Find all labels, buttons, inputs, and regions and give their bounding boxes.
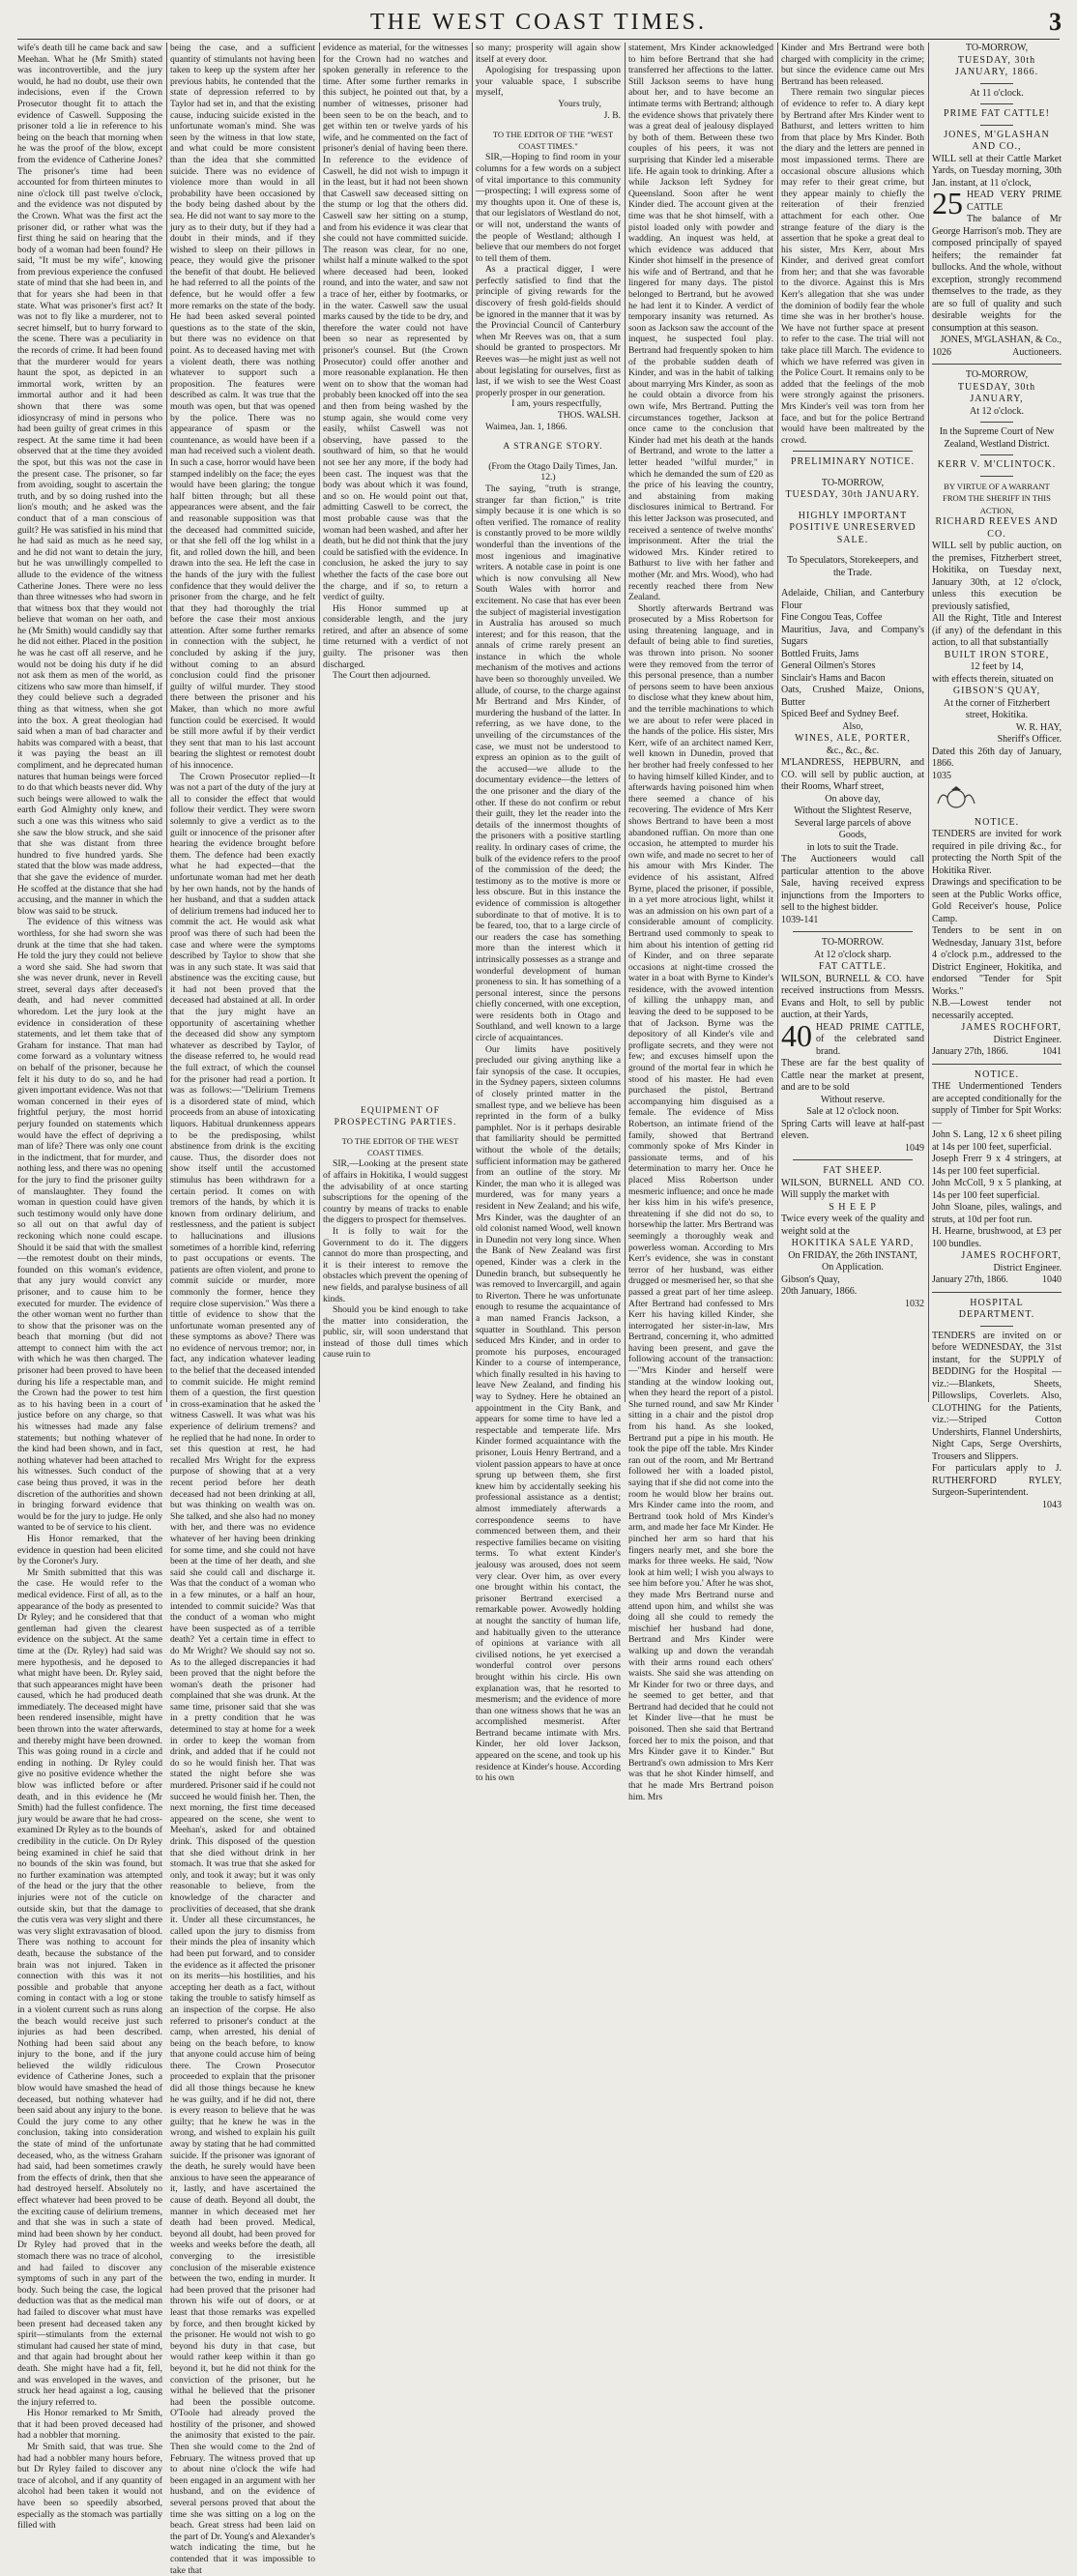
ad-ref: 1043 xyxy=(1042,1499,1062,1510)
divider xyxy=(932,364,1062,365)
ad-signature: W. R. HAY, xyxy=(1015,721,1062,733)
divider xyxy=(932,1064,1062,1065)
ad-body: WILSON, BURNELL & CO. have received instructions from Messrs. Evans and Holt, to sell by public auction, at their Yards, xyxy=(781,973,924,1021)
ad-body: Tenders to be sent in on Wednesday, January 31st, before 4 o'clock p.m., addressed to the District Engineer, Hokitika, and endorsed "Tender for Spit Works." xyxy=(932,925,1062,997)
column-7 xyxy=(932,43,1062,1510)
article-paragraph: His Honor remarked to Mr Smith, that it had been proved deceased had had a nobbler that morning. xyxy=(17,2408,162,2442)
ad-ref: 1039-141 xyxy=(781,914,819,925)
newspaper-title: THE WEST COAST TIMES. xyxy=(370,10,707,35)
ad-line: POSITIVE UNRESERVED SALE. xyxy=(789,522,917,545)
ad-heading: NOTICE. xyxy=(974,1068,1020,1080)
ad-line: At 11 o'clock. xyxy=(970,87,1024,99)
ad-line: January 27th, 1866. xyxy=(932,1046,1008,1058)
column-rule xyxy=(166,43,167,1402)
divider xyxy=(980,422,1013,423)
letter-signature: J. B. xyxy=(603,109,621,121)
ad-goods-item: Bottled Fruits, Jams xyxy=(781,648,859,659)
article-paragraph: The saying, "truth is strange, stranger far than fiction," is trite simply because it is one which is so often verified. The romance of reality is constantly proved to be more wildly wonderful than the inventions of the most ingenious and imaginative writers. A notable case in point is one which is now convulsing all New South Wales with horror and excitement. No case that has ever been the subject of magisterial investigation in Australia has aroused so much interest; and for this reason, that the annals of crime rarely present an instance in which the whole mechanism of the motives and actions have been so thoroughly unveiled. We allude, of course, to the charge against Mr Bertrand and Mrs Kinder, of murdering the husband of the latter. In referring, as we have done, to the unveiling of the circumstances of the case, we must not be understood to express an opinion as to the guilt of the accused—we allude to the documentary evidence—the letters of the one prisoner and the diary of the other. If these do not confirm or rebut their guilt, they let the reader into the details of the innermost thoughts of the prisoners with a positive startling reality. In ordinary cases of crime, the bulk of the evidence refers to the proof of the commission of the deed; the testimony as to the motive is more or less obscure. But in this instance the evidence of commission is altogether subordinate to that of motive. It is to be feared, too, that to a large circle of our readers the case has something more than the interest which it intrinsically possesses as a strange and wonderful development of human proneness to sin. It has something of a personal interest, since the persons chiefly concerned, with one exception, were residents both in Otago and Southland, and well known to a large circle of acquaintances. xyxy=(476,483,621,1044)
advertisement-fat-cattle xyxy=(781,937,924,1155)
ad-line: WINES, ALE, PORTER, xyxy=(795,733,911,745)
ad-heading: KERR V. M'CLINTOCK. xyxy=(937,459,1057,470)
royal-arms-icon xyxy=(932,786,980,809)
column-rule xyxy=(777,43,778,1402)
divider xyxy=(980,83,1013,84)
column-2 xyxy=(170,43,316,2576)
ad-body: WILSON, BURNELL AND CO. Will supply the market with xyxy=(781,1177,924,1201)
ad-heading: PRELIMINARY NOTICE. xyxy=(790,456,916,468)
ad-line: &c., &c., &c. xyxy=(826,745,880,756)
letter-place-date: Waimea, Jan. 1, 1866. xyxy=(485,421,568,432)
ad-body: WILL sell by public auction, on the premises, Fitzherbert street, Hokitika, on Tuesday next, January 30th, at 12 o'clock, unless this execution be previously satisfied, xyxy=(932,541,1062,612)
ad-line: At 12 o'clock sharp. xyxy=(813,949,892,960)
article-continuation xyxy=(323,43,468,1097)
page-number: 3 xyxy=(1049,8,1062,36)
ad-date: TUESDAY, 30th JANUARY, 1866. xyxy=(954,54,1039,77)
ad-line: S H E E P xyxy=(829,1201,877,1213)
advertisement-hospital xyxy=(932,1298,1062,1512)
ad-line: Gibson's Quay, xyxy=(781,1273,840,1285)
article-source: (From the Otago Daily Times, Jan. 12.) xyxy=(488,460,618,483)
divider xyxy=(980,103,1013,104)
ad-tender-item: Joseph Frerr 9 x 4 stringers, at 14s per 100 feet superficial. xyxy=(932,1154,1062,1177)
ad-date: TUESDAY, 30th JANUARY. xyxy=(785,489,920,501)
letter-paragraph: It is folly to wait for the Government to do it. The diggers cannot do more than prospecting, and it is their interest to remove the obstacles which prevent the opening of new fields, and paralyse business of all kinds. xyxy=(323,1225,468,1304)
ad-signature: JAMES ROCHFORT, xyxy=(961,1250,1062,1262)
advertisement-timber-tenders xyxy=(932,1069,1062,1287)
ad-line: To Speculators, Storekeepers, and the Trade. xyxy=(787,555,918,578)
divider xyxy=(793,1159,913,1160)
advertisement-spit-works-tender xyxy=(932,817,1062,1059)
ad-goods-item: General Oilmen's Stores xyxy=(781,660,876,672)
divider xyxy=(980,476,1013,477)
ad-line: On Application. xyxy=(822,1262,884,1273)
ad-body: These are far the best quality of Cattle near the market at present, and are to be sold xyxy=(781,1058,924,1094)
article-paragraph: Our limits have positively precluded our giving anything like a fair synopsis of the case. It occupies, in the Sydney papers, sixteen columns of closely printed matter in the smallest type, and we believe has been reprinted in the form of a bulky pamphlet. Nor is it perhaps desirable that familiarity should be permitted without the whole of the details; sufficient information may be gathered from an outline of the story. Mr Kinder, the man who it is alleged was murdered, was for many years a resident in New Zealand; and his wife, Mrs Kinder, was the daughter of an old colonist named Wood, well known in Dunedin not very long since. When the Bank of New Zealand was first opened, Kinder was a clerk in the Dunedin branch, but subsequently he was removed to Invercargill, and again to Riverton. There he was unfortunate enough to resume the acquaintance of a man named Francis Jackson, a squatter in Southland. This person seduced Mrs Kinder, and in order to promote his purposes, encouraged Kinder to a course of intemperance, which finally resulted in his having to leave New Zealand, and finding his way to Sydney. Here he obtained an appointment in the City Bank, and appears for some time to have led a respectable and temperate life. Mrs Kinder formed acquaintance with the prisoner, Louis Henry Bertrand, and a violent passion appears to have at once sprung up between them, she first knew him by accidentally seeking his professional assistance as a dentist; almost immediately afterwards a correspondence seems to have commenced between them, and their respective families became on visiting terms. To what extent Kinder's jealousy was aroused, does not seem very clear. Over him, as over every one brought within his contact, the prisoner Bertrand exercised a remarkable power. Avowedly holding at nought the sanctity of human life, and habitually given to the utterance of opinions at variance with all civilised notions, he yet exercised a wonderful control over persons brought within his circle. His own explanation was, that he resorted to mesmerism; and the evidence of more than one witness shows that he was an accomplished mesmerist. After Bertrand became intimate with Mrs. Kinder, her old lover Jackson, appeared on the scene, and took up his residence at Kinder's house. According to his own xyxy=(476,1043,621,1784)
letter-heading: EQUIPMENT OF PROSPECTING PARTIES. xyxy=(334,1105,457,1127)
ad-goods-item: Spiced Beef and Sydney Beef. xyxy=(781,709,899,720)
divider xyxy=(793,931,913,932)
ad-ref: 1041 xyxy=(1042,1046,1062,1058)
ad-date: TUESDAY, 30th JANUARY, xyxy=(957,381,1036,404)
masthead xyxy=(0,4,1077,37)
ad-signature: JONES, M'GLASHAN, & Co., xyxy=(940,335,1062,345)
ad-line: Auctioneers. xyxy=(1012,346,1062,358)
column-rule xyxy=(928,43,929,1402)
ad-goods-item: Sinclair's Hams and Bacon xyxy=(781,672,886,684)
ad-line: HEAD PRIME CATTLE, of the celebrated sand brand. xyxy=(816,1021,924,1057)
ad-line: JONES, M'GLASHAN AND CO., xyxy=(944,129,1050,152)
ad-line: BY VIRTUE OF A WARRANT FROM THE SHERIFF IN THIS ACTION, xyxy=(943,481,1051,515)
ad-heading: PRIME FAT CATTLE! xyxy=(944,108,1050,119)
ad-body: THE Undermentioned Tenders are accepted conditionally for the supply of Timber for Spit Works:— xyxy=(932,1081,1062,1128)
letter-paragraph: Apologising for trespassing upon your valuable space, I subscribe myself, xyxy=(476,65,621,99)
ad-line: On above day, xyxy=(825,793,881,805)
ad-tender-item: John Sloane, piles, walings, and struts, at 10d per foot run. xyxy=(932,1202,1062,1225)
article-paragraph: Kinder and Mrs Bertrand were both charged with complicity in the crime; but since the evidence came out Mrs Bertrand has been released. xyxy=(781,43,924,87)
column-rule xyxy=(472,43,473,1402)
ad-line: TO-MORROW, xyxy=(965,369,1029,380)
ad-line: GIBSON'S QUAY, xyxy=(952,686,1041,696)
ad-body: TENDERS are invited on or before WEDNESDAY, the 31st instant, for the SUPPLY of BEDDING for the Hospital —viz.:—Blankets, Sheets, Pillowslips, Coverlets. Also, CLOTHING for the Patients, viz.:—Striped Cotton Undershirts, Flannel Undershirts, Night Caps, Serge Overshirts, Trousers and Slippers. xyxy=(932,1330,1062,1462)
ad-line: Spring Carts will leave at half-past eleven. xyxy=(781,1118,924,1142)
letter-paragraph: SIR,—Hoping to find room in your columns for a few words on a subject of vital importance to this community—prospecting; I will express some of my thoughts upon it. One of these is, that our legislators of Westland do not, or will not, understand the wants of the people of Westland; although I believe that our members do not forget to tell them of them. xyxy=(476,152,621,264)
letter-signoff: I am, yours respectfully, xyxy=(511,398,601,410)
ad-line: Without reserve. xyxy=(820,1094,886,1105)
advertisement-sheriff-sale xyxy=(932,369,1062,782)
column-5 xyxy=(628,43,773,1802)
ad-line: TO-MORROW. xyxy=(821,937,885,949)
ad-line: HIGHLY IMPORTANT xyxy=(798,510,908,521)
ad-line: TO-MORROW, xyxy=(821,477,885,488)
ad-line: In the Supreme Court of New Zealand, Westland District. xyxy=(939,426,1055,450)
ad-goods-item: Mauritius, Java, and Company's Sugars xyxy=(781,624,924,648)
divider xyxy=(980,125,1013,126)
ad-body: WILL sell at their Cattle Market Yards, on Tuesday morning, 30th Jan. instant, at 11 o'clock, xyxy=(932,153,1062,189)
ad-goods-item: Fine Congou Teas, Coffee xyxy=(781,612,883,624)
column-3 xyxy=(323,43,468,1402)
article-paragraph: Mr Smith submitted that this was the case. He would refer to the medical evidence. First of all, as to the appearance of the body as presented to Dr Ryley; and he considered that that gentleman had given the clearest evidence on the subject. At the same time at the (Dr. Ryley) had said was mere hypothesis, and he deposed to what might have been. Dr. Ryley said, that such appearances might have been caused, which he had produced death immediately. The deceased might have been rendered insensible, might have been thrown into the water afterwards, and thereby might have been drowned. This was going round in a circle and ending in nothing. Dr Ryley could give no positive evidence whether the blow was inflicted before or after death, and in this evidence he (Mr Smith) had the fullest confidence. The jury would be aware that he had cross-examined Dr Ryley as to the bounds of credibility in the cuticle. On Dr Ryley being examined in chief he said that no bounds of the skin was found, but no further examination was attempted of the head or the jury that the other injuries were not of the cuticle on outside skin, but that the damage to the cutis vera was very slight and there was very slight extravasation of blood. There was nothing to account for death, because the substance of the brain was not injured. Taken in connection with this was it not possible and probable that anyone coming in contact with a log or stone in a violent current such as runs along the beach would receive just such injuries as had been described. Nothing had been said about any injury to the bone, and if the jury believed the wildly ridiculous evidence of Catherine Jones, such a blow would have smashed the head of deceased, but nothing whatever had been said about any injury to the bone. Could the jury come to any other conclusion, taking into consideration the state of mind of the unfortunate deceased, who, as the witness Graham had said, had been sometimes crawly from the effects of drink, then that she had destroyed herself. Absolutely no effect whatever had been proved to be the exciting cause of delirium tremens, and that she was in such a state of mind had been shown by her conduct. Dr Ryley had proved that in the stomach there was no trace of alcohol, and had failed to discover any symptoms of such in any part of the body. Such being the case, the logical deduction was that as the medical man had failed to discover what must have been present had deceased taken any spirit—stimulants from the external stimulant had caused her state of mind, and that again had brought about her death. She might have had a fit, fell, and was enveloped in the waves, and struck her head against a log, causing the injury referred to. xyxy=(17,1566,162,2408)
ad-line: Sale at 12 o'clock noon. xyxy=(806,1106,899,1118)
ad-line: 20th January, 1866. xyxy=(781,1286,858,1298)
letter-signoff: Yours truly, xyxy=(558,98,601,109)
ad-line: HOKITIKA SALE YARD, xyxy=(791,1238,915,1249)
ad-ref: 1049 xyxy=(905,1142,924,1154)
column-rule xyxy=(625,43,626,1402)
ad-line: TO-MORROW, xyxy=(965,43,1029,53)
ad-ref: 1026 xyxy=(932,346,951,358)
divider xyxy=(932,1292,1062,1293)
article-paragraph: wife's death till he came back and saw Meehan. What he (Mr Smith) stated was incontrovertible, and the jury would, he had no doubt, use their own indecisions, even if the Crown Prosecutor thought fit to attach the evidence of Caswell. Supposing the prisoner told a lie in reference to his being on the beach that morning when he was the proof of the blow, except from the evidence of Catherine Jones? The prisoner's time had been accounted for from thirteen minutes to nine o'clock till past twelve o'clock, and the evidence was not disputed by the Crown. What was the first act the prisoner did, or rather what was the first thing he said on hearing that the body of a woman had been found? He said, "It must be my wife", knowing from previous experience the confused state of mind that she had been in, and that for years she had been in that state. What was prisoner's first act? It was not to fly like a murderer, not to secret himself, but to hurry forward to the scene. There was a peculiarity in the records of crime. It had been found that the murderer would for years haunt the spot, as depicted in an immortal work, written by an immortal author and it had been shown that there was some idiosyncrasy of mind in persons who had been guilty of great crimes in this respect. At the same time it had been observed that at the time they avoided the spot, but this was not the case in the present case. The prisoner, so far from avoiding, sought to ascertain the truth, and by so doing rushed into the lion's mouth; and he asked was the conduct that of a man conscious of guilt? He was satisfied in his mind that he had said as much as he need say, and he did not want to detain the jury, but he was unwillingly compelled to allude to the evidence of the witness Catherine Jones. There were no less than three witnesses who had sworn in that witness box that they would not believe that woman on her oath, and he (Mr Smith) would candidly say that he did not either. Placed in the position he was he cast off all reserve, and he would not be doing his duty if he did not ask them as men of the world, as citizens who saw more than himself, if they could believe such a degraded thing as that witness, when she got into the box. A great theologian had said when a man of bad character and habits was compared with a beast, that it was paying the beast an ill compliment, and he deprecated human natures that human beings were forced to do that which beasts never did. Why such beings were allowed to walk the earth God Almighty only knew, and such a one was this witness who said she saw the blow struck, and she said that she was distant from three hundred to five hundred yards. She stated that the blow was made address, that she gave the evidence of murder. He scoffed at the distance that she had accusing, and the manner in which the blow was said to be struck. xyxy=(17,43,162,917)
article-heading: A STRANGE STORY. xyxy=(503,441,603,453)
ad-line: At 12 o'clock. xyxy=(970,405,1024,417)
letter-paragraph: so many; prosperity will again show itself at every door. xyxy=(476,43,621,65)
ad-ref: 1040 xyxy=(1042,1274,1062,1286)
column-rule xyxy=(319,43,320,1402)
ad-body: The Auctioneers would call particular attention to the above Sale, having received express injunctions from the Importers to sell to the highest bidder. xyxy=(781,854,924,914)
ad-body: For particulars apply to J. RUTHERFORD RYLEY, Surgeon-Superintendent. xyxy=(932,1463,1062,1499)
letter-signature: THOS. WALSH. xyxy=(557,410,621,421)
ad-signature: JAMES ROCHFORT, xyxy=(961,1022,1062,1034)
ad-line: in lots to suit the Trade. xyxy=(806,841,899,853)
article-paragraph: The evidence of this witness was worthless, for she had sworn she was drunk at the time that she had taken. He told the jury they could not believe a word she said. She had sworn that she was never drunk, never in Revell street, several days after deceased's death, and had never committed whoredom. Let the jury look at the evidence in consideration of these statements, and let them take that of Graham for instance. That man had come forward as a voluntary witness on behalf of the prisoner, because he felt it his duty to do so, and he had given important evidence. Was not that woman concerned in their eyes of frightful perjury, the most horrid perjury founded on statements which would have the effect of depriving a man of life? There was only one count in the indictment, that for murder, and nothing less, and there was no opening for the jury to find the prisoner guilty of manslaughter. They found the woman in question could have given such testimony would only have done so all out on that awful day of reckoning which none could escape. Should it be said that with the smallest—the remotest doubt on their minds, founded on this woman's evidence, that any jury would convict any prisoner, and to cause him to be executed for murder. The evidence of the other woman went no further than to show that the prisoner was on the beach that morning (but did not attempt to connect him with the act with which he was then charged. The prisoner had been proved to have been during his life a respectable man, and the Crown had the power to test him as to his having been in a court of justice before on any charge, so that his witnesses had made any false statements; but nothing whatever of the kind had been shown, and in fact, nothing whatever had been attached to his witnesses. Such conduct of the case being thus proved, it was in the discretion of the authorities and shown in bringing forward evidence that would be for the jury to judge. He only wanted to be of service to his client. xyxy=(17,917,163,1534)
ad-ref: 1032 xyxy=(905,1298,924,1309)
ad-line: On FRIDAY, the 26th INSTANT, xyxy=(788,1249,917,1261)
ad-line: January 27th, 1866. xyxy=(932,1274,1008,1286)
divider xyxy=(793,451,913,452)
ad-line: RICHARD REEVES AND CO. xyxy=(935,516,1059,540)
ad-body: Drawings and specification to be seen at the Public Works office, Gold Receiver's house, Police Camp. xyxy=(932,877,1062,924)
ad-line: District Engineer. xyxy=(993,1034,1062,1045)
ad-body: M'LANDRESS, HEPBURN, and CO. will sell by public auction, at their Rooms, Wharf street, xyxy=(781,757,924,793)
article-paragraph: The Crown Prosecutor replied—It was not a part of the duty of the jury at all to consider the effect that would follow their verdict. They were sworn solemnly to give a verdict as to the guilt or innocence of the prisoner after hearing the evidence brought before them. The defence had been exactly what he had expected—that the unfortunate woman had met her death by her own hands, not by the hands of her husband, and that a sudden attack of delirium tremens had induced her to commit the act. He would ask what proof was there of such had been the case and where were the symptoms described by Taylor to show that she was in any such state. It was said that abstinence was the exciting cause, but it had not been proved that the deceased had abstained at all. In order that the jury might have an opportunity of ascertaining whether the deceased did show any symptom whatever as described by Taylor, of the disease referred to, he would read the full extract, of which the counsel for the prisoner had read a portion. It was as follows:—"Delirium Tremens is a disordered state of mind, which proceeds from an abuse of intoxicating liquors. Habitual drunkenness appears to be the predisposing, whilst abstinence from drink is the exciting cause. Thus, the disorder does not show itself until the accustomed stimulus has been withdrawn for a certain period. It comes on with tremors of the hands, by which it is known from ordinary delirium, and restlessness, and the patient is subject to hallucinations and illusions sometimes of a horrible kind, referring to past occupations or events. The patients are often violent, and prone to commit suicide or murder, more commonly the former, hence they require close supervision." Was there a tittle of evidence to show that the unfortunate woman presented any of these symptoms as above? There was no evidence of nervous tremor; nor, in fact, any indication whatever leading to the belief that the deceased intended to commit suicide. He might remind them of a question, the first question in cross-examination that he asked the witness Caswell. It was what was his experience of delirium tremens? and he replied that he had none. In order to set this question at rest, he had recalled Mrs Wright for the express purpose of showing that at a very recent period before her death deceased had not been drinking at all, but was thinking on wealth was on. She talked, and she also had no money with her, and there was no evidence whatever of her having been drinking for some time, and she could not have been at the time of her death, and she said she could call and discharge it. Was that the conduct of a woman who in a few minutes, or a half an hour, intended to commit suicide? Was that the conduct of a woman who might have been suspected as of a terrible death? Yet a certain time in effect to do Mr Wright? We should say not so. As to the alleged discrepancies it had been proved that the night before the woman's death the prisoner had complained that she was drunk. At the same time, prisoner said that she was in a pretty condition that he was determined to stay at home for a week in order to keep the woman from drink, and added that if he could not do so he would finish her. That was stated the night before she was murdered. Prisoner said if he could not succeed he would finish her. Then, the next morning, the first time deceased appeared on the scene, she went to Meehan's, asked for and obtained drink. This disposed of the question that she died without drink in her stomach. It was true that she asked for only, and took it away; but it was only reasonable to believe, from the knowledge of the character and proclivities of deceased, that she drank it. Under all these circumstances, he called upon the jury to dismiss from their minds the plea of insanity which had been put forward, and to consider the evidence as it affected the prisoner on its merits—his hostilities, and his accepting her death as a fact, without taking the trouble to satisfy himself as an inspection of the corpse. He also referred to prisoner's conduct at the camp, when arrested, his denial of being on the beach before, to know that anyone could accuse him of being there. The Crown Prosecutor proceeded to explain that the prisoner did all those things because he knew he was guilty, and if he did not, there is every reason to believe that he was guilty; that he knew he was in the wrong, and wished to explain his guilt away by stating that he had committed suicide. If the prisoner was ignorant of the death, he surely would have been anxious to have seen the appearance of it, lastly, and have ascertained the cause of death. Beyond all doubt, the manner in which deceased met her death had been proved. Medical, beyond all doubt, had been proved for weeks and weeks before the death, all converging to the irresistible conclusion of the miserable existence between the two, ending in murder. It had been proved that the prisoner had thrown his wife out of doors, or at least that those remarks was expelled by force, and then brought kicked by the prisoner. He would not wish to go beyond his duty in that case, but would rather keep within it than go beyond it, but he did not think for the conviction of the prisoner, but he withal he believed that the prisoner had been the possible outcome. O'Toole had already proved the hostility of the prisoner, and showed the animosity that existed to the pair. Then she would come to the 2nd of February. The witness proved that up to about nine o'clock the wife had been engaged in an argument with her husband, and on the evidence of several persons proved that about the time she was sitting on a log on the beach. Great stress had been laid on the part of Dr. Young's and Alexander's watch indicating the time, but he contended that it was impossible to take that xyxy=(170,771,316,2576)
ad-body: TENDERS are invited for work required in pile driving &c., for protecting the North Spit of the Hokitika River. xyxy=(932,829,1062,876)
article-paragraph: Mr Smith said, that was true. She had had a nobbler many hours before, but Dr Ryley failed to discover any trace of alcohol, and if any quantity of alcohol had been taken it would not have been so speedily absorbed, especially as the stomach was partially filled with xyxy=(17,2442,162,2532)
ad-ref: 1035 xyxy=(932,770,951,781)
article-paragraph: The Court then adjourned. xyxy=(333,670,431,682)
ad-body: The balance of Mr George Harrison's mob. They are composed principally of spayed heifers; the remainder fat bullocks. And the whole, without exception, strongly recommend themselves to the trade, as they are so full of quality and such desirable weights for the consumption at this season. xyxy=(932,214,1062,334)
advertisement-preliminary-sale xyxy=(781,456,924,926)
ad-heading: NOTICE. xyxy=(974,816,1020,828)
ad-goods-item: Adelaide, Chilian, and Canterbury Flour xyxy=(781,588,924,611)
letter-paragraph: As a practical digger, I were perfectly satisfied to find that the principle of giving rewards for the discovery of fresh gold-fields should be ignored in the manner that it was by the Provincial Council of Canterbury when Mr Reeves was on, that a sum should be granted to prospectors. Mr Reeves was—he might just as well not about legislating for ourselves, first as last, if we wish to see the West Coast properly prosper in our generation. xyxy=(476,264,621,398)
ad-line: Also, xyxy=(842,720,863,732)
ad-tender-item: H. Hearne, brushwood, at £3 per 100 bundles. xyxy=(932,1226,1062,1249)
article-paragraph: statement, Mrs Kinder acknowledged to him before Bertrand that she had transferred her affections to the latter. Still Jackson seems to have hung about her, and to have become an intimate terms with Bertrand; although the evidence shows that privately there was a great deal of jealousy displayed by both of them. Between these two couples of his peers, it was not surprising that Kinder led a miserable life. He again took to drinking. After a while Jackson left Sydney for Queensland. Soon after he went Kinder died. The account given at the time was that he shot himself, with a pistol loaded only with powder and wadding. An inquest was held, at which evidence was adduced that Kinder shot himself in the presence of his wife and of Bertrand, and that he lingered for many days. The pistol belonged to Bertrand, but he avowed he had lent it to Kinder. A verdict of temporary insanity was returned. As soon as Jackson saw the account of the inquest, he suspected foul play. Bertrand had frequently spoken to him of the probable sudden death of Kinder, and was in the habit of talking about marrying Mrs Kinder, as soon as he could obtain a divorce from his own wife, Mrs Bertrand. Putting the circumstances together, Jackson at once came to the conclusion that Kinder had met his death at the hands of Bertrand, and wrote to the latter a letter headed "wilful murder," in which he demanded the sum of £20 as the price of his leaving the country, and abstaining from making disclosures inimical to Bertrand. For this letter Jackson was prosecuted, and received a sentence of twelve months' imprisonment. After the trial the widowed Mrs. Kinder retired to Bathurst to live with her father and mother (Mr. and Mrs. Wood), who had recently reached there from New Zealand. xyxy=(628,43,773,603)
ad-heading: FAT SHEEP. xyxy=(823,1165,883,1177)
ad-line: District Engineer. xyxy=(993,1262,1062,1273)
ad-heading: FAT CATTLE. xyxy=(818,961,888,973)
letter-addressee: TO THE EDITOR OF THE "WEST COAST TIMES." xyxy=(492,130,614,151)
article-paragraph: Shortly afterwards Bertrand was prosecuted by a Miss Robertson for using threatening language, and in default of being able to find sureties, was thrown into prison. No sooner were they removed from the terror of this personal presence, than a number of persons seem to have been anxious to disclose what they knew about him, and the terrible machinations to which we are about to refer were placed in the hands of the police. His sister, Mrs Kerr, wife of an architect named Kerr, well known in Dunedin, proved that her brother had freely confessed to her to having himself killed Kinder, and to afterwards having poisoned him when there seemed a chance of his recovering. The evidence of Mrs Kerr shows Bertrand to have been a most abandoned ruffian. On more than one occasion, he attempted to murder his own wife, and made no secret to her of his amour with Mrs Kinder. The evidence of his assistant, Alfred Byrne, placed the prisoner, if possible, in a yet more atrocious light, whilst it was an admission on his own part of a considerable amount of complicity. Bertrand used commonly to speak to him about his intention of getting rid of Kinder, and on three separate occasions at night-time crossed the water in a boat with Byrne to Kinder's residence, with the avowed intention of killing the unhappy man, and leaving the deed to be supposed to be that of Jackson. Byrne was the depository of all Kinder's vile and profligate secrets, and they were not few; and excuses himself upon the ground of the mortal fear in which he stood of his master. He had even purchased the pistol, Bertrand accompanying him disguised as a female. The evidence of Miss Robertson, an intimate friend of the family, showed that Bertrand commonly spoke of Mrs Kinder in passionate terms, and of his determination to marry her. Once he placed Miss Robertson under mesmeric influence; and once he made her kiss him in his wife's presence, threatening if she did not do so, to horsewhip the latter. Mrs Bertrand was seemingly a thoroughly weak and powerless woman. According to Mrs Kerr's evidence, she was in constant terror of her husband, was either drugged or mesmerised her, so that she passed a great part of her time asleep. After Bertrand had confessed to Mrs Kerr his having killed Kinder, she interrogated her sister-in-law, Mrs Bertrand, concerning it, who admitted having been present, and gave the following account of the transaction:—"Mrs Kinder and herself were standing at the window looking out, when they heard the report of a pistol. She turned round, and saw Mr Kinder sitting in a chair and the pistol drop from his hand. As she looked, Bertrand put a pipe in his mouth. He took the pipe off the table. Mrs Kinder ran out of the room, and Mr Bertrand followed her with a loaded pistol, saying that if she did not come into the room he would blow her brains out. Mrs Kinder came into the room, and Bertrand took hold of Mrs Kinder's arm, and made her face Mr Kinder. He pinched her arm so hard that his fingers nearly met, and she bore the marks for three weeks. He said, 'Now look at him well; I wish you always to see him before you.' After he was shot, they made Mrs Bertrand nurse and attend upon him, and whilst she was doing all she could to remedy the mischief her husband had done, Bertrand and Mrs Kinder were walking up and down the verandah with their arms round each others' waists. She said she was attending on Mr Kinder for two or three days, and he seemed to get better, and that Bertrand had decided that he could not let Kinder live—that he must be poisoned. Then she said that Bertrand forced her to mix the poison, and that Mrs Kinder gave it to Kinder." But Bertrand's own admission to Mrs Kerr was that he shot Kinder himself, and that he made Mrs Bertrand poison him. Mrs xyxy=(628,602,773,1802)
ad-line: Sheriff's Officer. xyxy=(997,734,1062,745)
ad-line: Several large parcels of above Goods, xyxy=(794,817,912,841)
article-paragraph: His Honor remarked, that the evidence in question had been elicited by the Coroner's Jury. xyxy=(17,1533,162,1567)
letter-paragraph: SIR,—Looking at the present state of affairs in Hokitika, I would suggest the advisability of at once starting subscriptions for the opening of the country by means of tracks to enable the diggers to prospect for themselves. xyxy=(323,1158,468,1226)
ad-line: HEAD VERY PRIME CATTLE xyxy=(967,190,1062,213)
ad-tender-item: John McColl, 9 x 5 planking, at 14s per 100 feet superficial. xyxy=(932,1178,1062,1201)
ad-body: N.B.—Lowest tender not necessarily accepted. xyxy=(932,998,1062,1021)
divider xyxy=(980,1326,1013,1327)
article-paragraph: being the case, and a sufficient quantity of stimulants not having been taken to keep up the system after her previous habits, he contended that the state of depression referred to by Taylor had set in, and that the existing cause, inducing suicide existed in the unfortunate woman's mind. She was seen by the witness in that low state, and what could be more consistent than the idea that she committed suicide. There was no evidence of violence more than would in all probability have been occasioned by the body being dashed about by the sea. He did not want to say more to the jury as to their duty, but if they had a doubt in their minds, and if they wished to sleep on their pillows in peace, they would give the prisoner the benefit of that doubt. He believed he had referred to all the points of the defence, but he would offer a few more remarks on the state of the body. He had been asked several pointed questions as to the state of the skin, but there was no evidence on that point. As to deceased having met with a violent death, there was nothing whatever to support such a proposition. The features were described as calm. It was true that the mouth was open, but that was opened by the police. There was no appearance of spasm or the countenance, as would have been if a man had received such a violent death. In such a case, horror would have been stamped indelibly on the face; the eyes would have been glaring; the tongue half bitten through; but all these appearances were absent, and the fair and reasonable supposition was that the deceased had committed suicide, or that she fell off the log whilst in a fit, and rolled down the hill, and been drawn into the sea. He left the case in the hands of the jury with the fullest confidence that they would deliver the prisoner from the charge, and he felt that they had thoroughly the trial before the case their most anxious attention. After some further remarks in connection with the subject, he concluded by asking if the jury, without coming to an absurd conclusion could find the prisoner guilty of wilful murder. They stood there between the prisoner and his Maker, than which no more awful function could be exercised. It would be still more awful if by their verdict they sent that man to his last account bearing the slightest or remotest doubt of his innocence. xyxy=(170,43,315,771)
column-1 xyxy=(17,43,163,2532)
ad-number: 40 xyxy=(781,1017,812,1053)
column-4 xyxy=(476,43,621,1784)
ad-line: At the corner of Fitzherbert street, Hokitika. xyxy=(944,697,1050,720)
ad-line: with effects therein, situated on xyxy=(932,673,1054,685)
ad-heading: HOSPITAL DEPARTMENT. xyxy=(958,1297,1035,1321)
ad-body: Twice every week of the quality and weight sold at the xyxy=(781,1214,924,1237)
letter-paragraph: Should you be kind enough to take the matter into consideration, the public, sir, will soon understand that instead of those dull times which cause ruin to xyxy=(323,1304,468,1361)
advertisement-prime-cattle xyxy=(932,43,1062,359)
ad-goods-item: Oats, Crushed Maize, Onions, Butter xyxy=(781,685,924,708)
divider xyxy=(980,454,1013,455)
ad-line: Dated this 26th day of January, 1866. xyxy=(932,746,1062,769)
ad-line: BUILT IRON STORE, xyxy=(944,649,1050,660)
column-6 xyxy=(781,43,924,1402)
ad-line: Without the Slightest Reserve, xyxy=(794,805,912,817)
article-paragraph: There remain two singular pieces of evidence to refer to. A diary kept by Bertrand after Mrs Kinder went to Bathurst, and letters written to him from that place by Mrs Kinder. Both the diary and the letters are penned in most impassioned terms. There are occasional obscure allusions which may refer to their great crime, but they appear mainly to chiefly the reiteration of their frenzied attachment for each other. One strange feature of the diary is the assertion that he spoke a great deal to his sister, Mrs Kerr, about Mrs Kinder, and derived great comfort from her; and that she was favorable to the divorce. Against this is Mrs Kerr's allegation that she was under the dominion of bodily fear the whole time she was in her brother's house. We have not further space at present to refer to the case. The trial will not take place till March. The evidence to which we have referred was given in the Police Court. It remains only to be added that the feelings of the mob were strongly against the prisoners. Mrs Kinder's veil was torn from her face, and but for the police Bertrand would have been maltreated by the crowd. xyxy=(781,87,924,446)
advertisement-fat-sheep xyxy=(781,1165,924,1310)
article-paragraph: His Honor summed up at considerable length, and the jury retired, and after an absence of some time returned with a verdict of not guilty. The prisoner was then discharged. xyxy=(323,602,468,670)
article-paragraph: evidence as material, for the witnesses for the Crown had no watches and spoken generally in reference to the time. After some further remarks in this subject, he pointed out that, by a number of witnesses, prisoner had been seen to be on the beach, and to get within ten or twelve yards of his wife, and he commented on the fact of prisoner's denial of having been there. In reference to the evidence of Caswell, he did not wish to impugn it in the least, but it had not been shown that Caswell saw deceased sitting on the stump or log that the others did. Caswell saw her sitting on a stump, and from his evidence it was clear that she could not have committed suicide. The reason was clear, for no one, whilst half a minute walked to the spot where deceased had been, looked round, and into the water, and saw not a trace of her, either by footmarks, or in the water. Caswell saw the usual marks caused by the tide to be dry, and therefore the water could not have been so near as represented by prisoner's counsel. But (the Crown Prosecutor) could offer another and more reasonable explanation. He then went on to show that the woman had probably been knocked off into the sea and then from being washed by the stump again, she would come very easily, whilst Caswell was not observing, have passed to the southward of him, so that he would not see her any more, if the body had been cast. The inquest was that the body was about which it was found, and so on. He would point out that, admitting Caswell to be correct, the most probable cause was that the woman had been washed, and after her death, but he did not think that the jury could be satisfied with the evidence. In conclusion, he asked the jury to say whether the facts of the case bore out the charge, and if so, to return a verdict of guilty. xyxy=(323,43,468,603)
ad-number: 25 xyxy=(932,186,963,220)
ad-line: 12 feet by 14, xyxy=(970,661,1024,672)
ad-body: All the Right, Title and Interest (if any) of the defendant in this action, to all that substantially xyxy=(932,613,1062,648)
masthead-rule xyxy=(17,39,1060,40)
letter-addressee: TO THE EDITOR OF THE WEST COAST TIMES. xyxy=(341,1136,459,1157)
ad-tender-item: John S. Lang, 12 x 6 sheet piling at 14s per 100 feet, superficial. xyxy=(932,1129,1062,1153)
